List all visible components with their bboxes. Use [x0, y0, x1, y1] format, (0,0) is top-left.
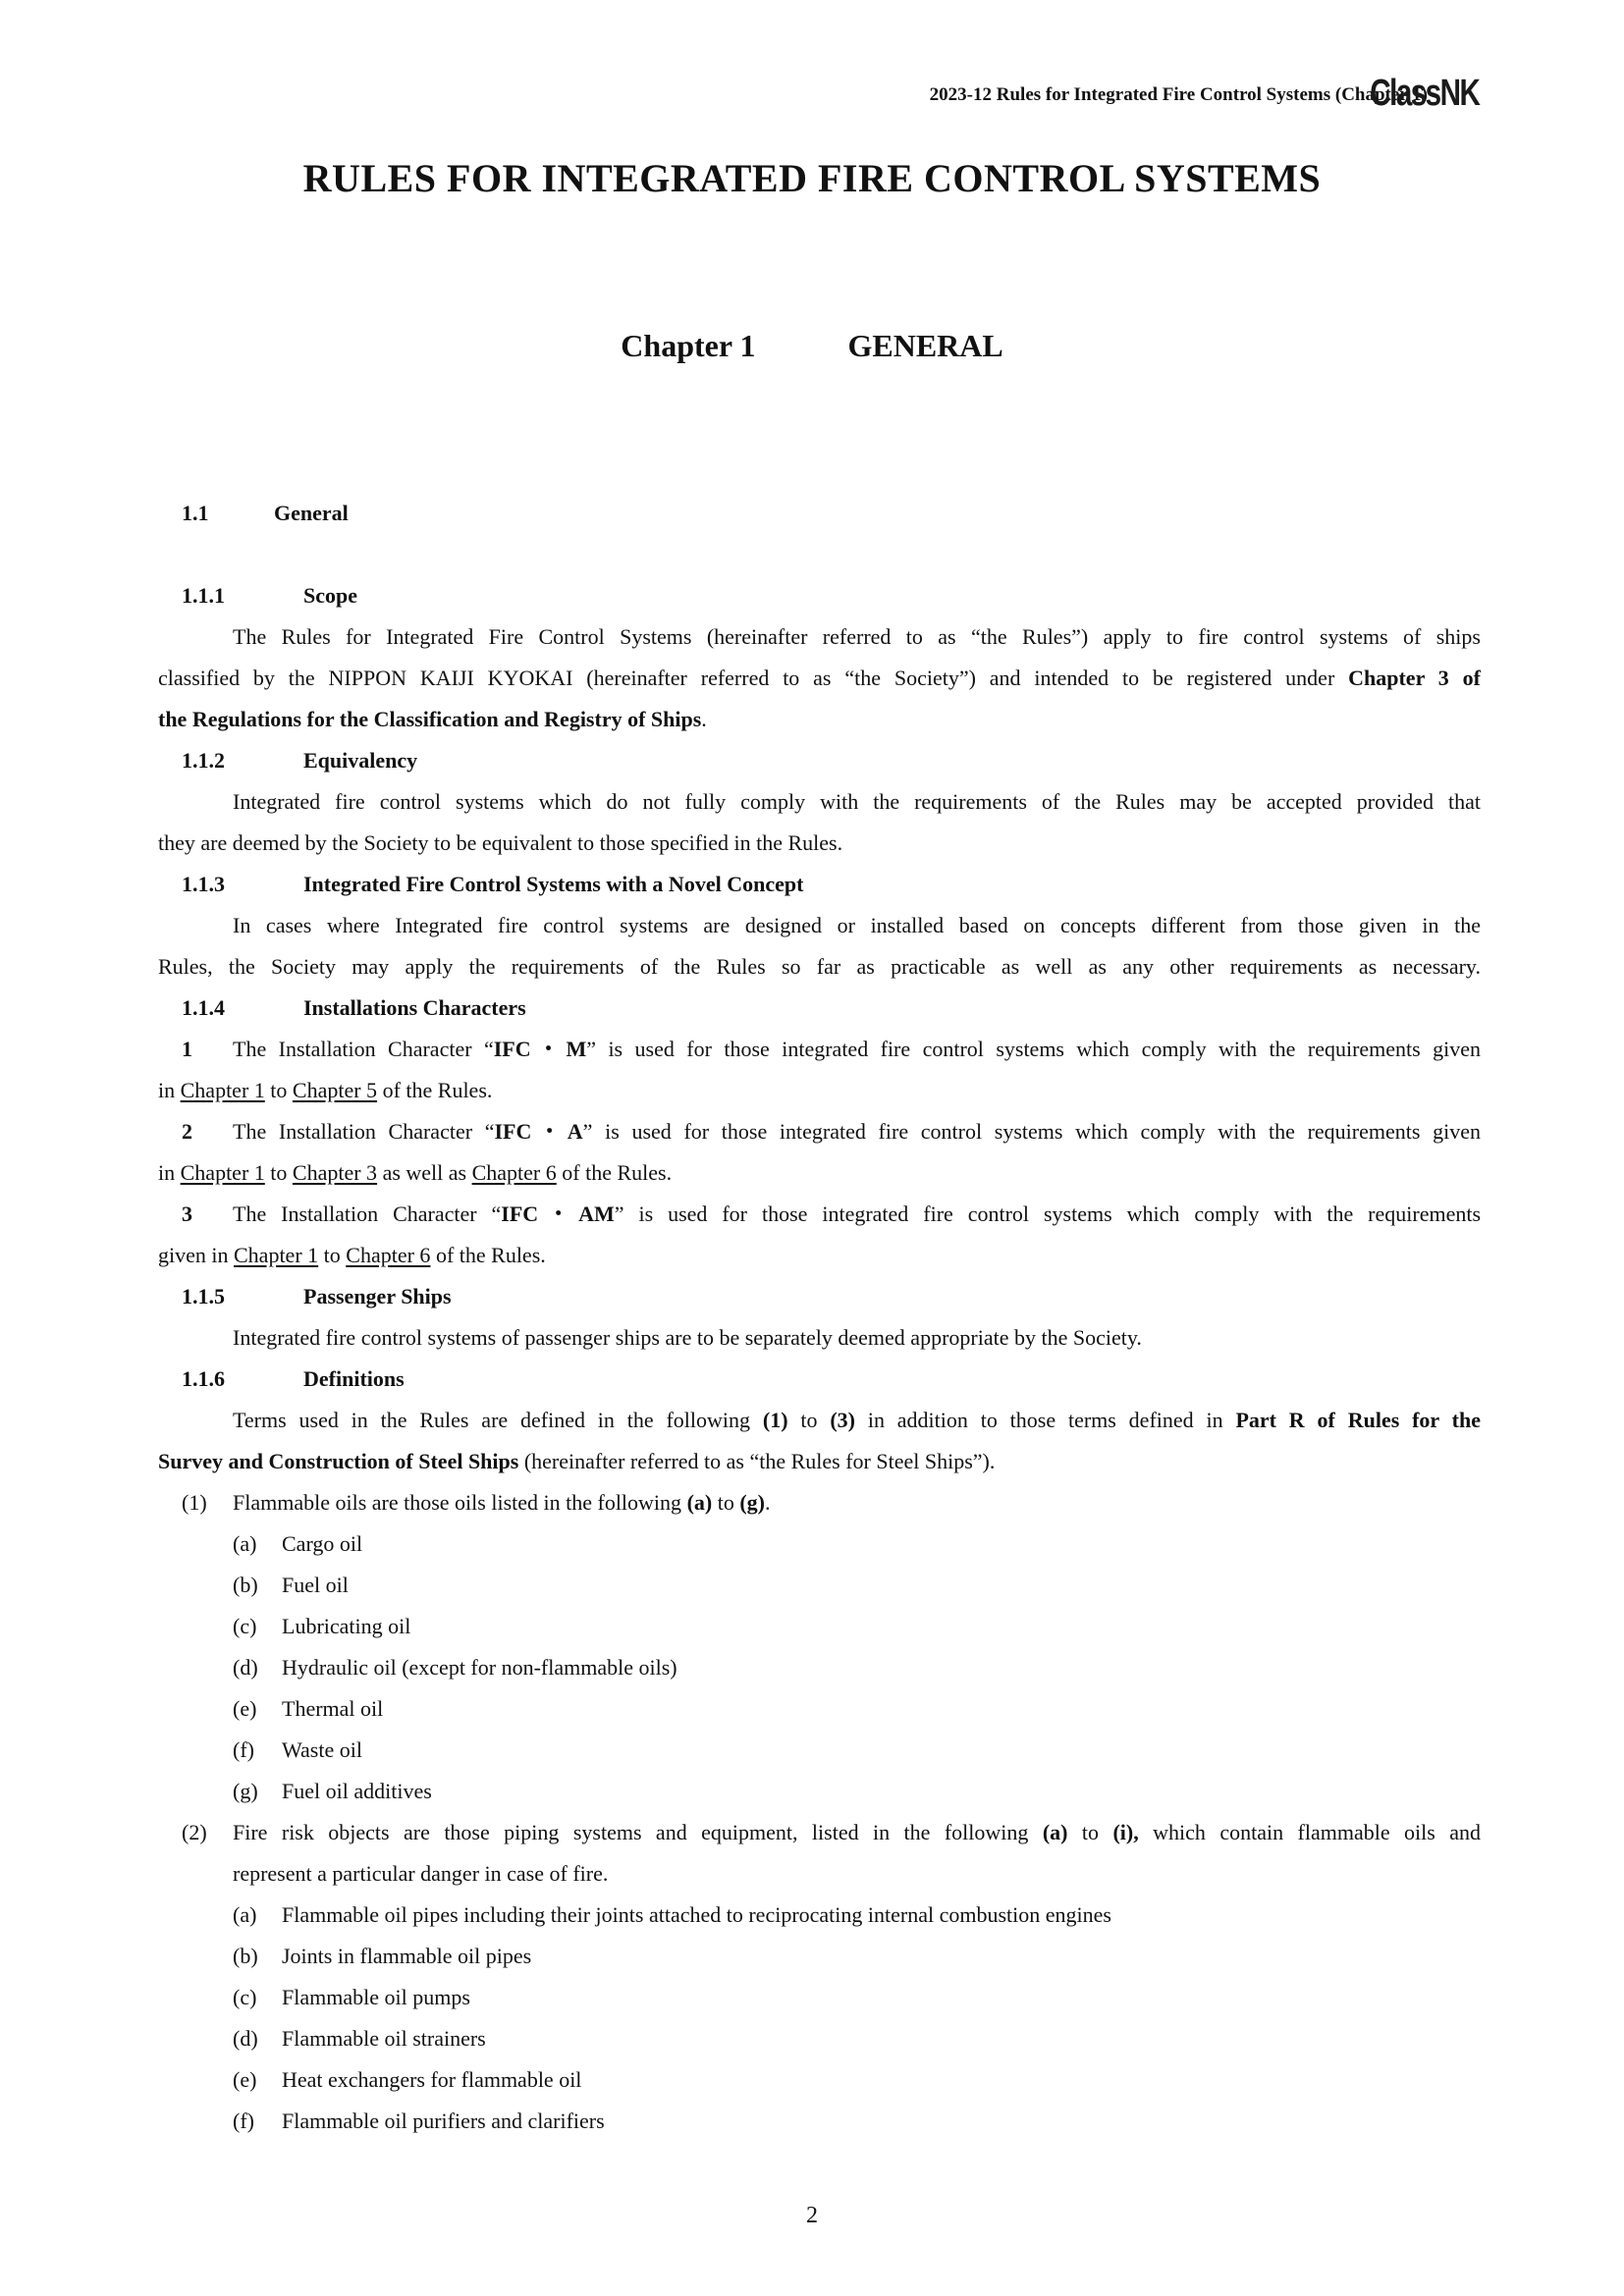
subsection-title: Passenger Ships	[303, 1284, 452, 1308]
text-line	[158, 699, 1481, 740]
bold-reference: Part R of Rules for the	[1235, 1408, 1481, 1432]
text-run: Flammable oils are those oils listed in the following	[233, 1490, 687, 1515]
bold-reference: the Regulations for the Classification and Registry of Ships	[158, 707, 702, 731]
list-item-text: Flammable oil pumps	[282, 1985, 470, 2009]
subsection-number: 1.1.6	[182, 1366, 225, 1391]
numbered-item	[158, 1111, 1481, 1194]
subsection-number: 1.1.1	[182, 583, 225, 608]
subsection-title: Scope	[303, 583, 357, 608]
text-line: In cases where Integrated fire control systems are designed or installed based on concepts different from those given in the	[233, 913, 1481, 937]
paragraph-novel-concept	[158, 905, 1481, 988]
paragraph-equivalency	[158, 781, 1481, 864]
definition-text	[233, 1812, 1481, 1895]
list-item-text: Flammable oil purifiers and clarifiers	[282, 2109, 605, 2133]
list-item-text: Hydraulic oil (except for non-flammable oils)	[282, 1655, 677, 1680]
text-line	[158, 1152, 1481, 1194]
definition-text	[233, 1482, 1481, 1523]
text-run: to	[787, 1408, 831, 1432]
list-marker: (d)	[233, 1655, 258, 1680]
list-marker: (d)	[233, 2026, 258, 2051]
list-marker: (e)	[233, 2067, 257, 2092]
text-run: .	[701, 707, 707, 731]
text-run: to	[318, 1243, 347, 1267]
text-run: as well as	[377, 1160, 472, 1185]
text-run: in	[158, 1160, 181, 1185]
text-run: given in	[158, 1243, 234, 1267]
list-marker: (a)	[233, 1531, 257, 1556]
list-item-text: Cargo oil	[282, 1531, 363, 1556]
text-line	[158, 1194, 1481, 1235]
list-marker: (g)	[233, 1779, 258, 1803]
list-item-text: Flammable oil pipes including their joints attached to reciprocating internal combustion engines	[282, 1902, 1111, 1927]
chapter-label: Chapter 1	[621, 328, 756, 363]
section-title: General	[274, 501, 349, 525]
list-marker: (e)	[233, 1696, 257, 1721]
list-marker: (2)	[182, 1820, 207, 1844]
text-line: Rules, the Society may apply the requirements of the Rules so far as practicable as well as any other requirements as necessary.	[158, 954, 1481, 979]
list-item-text: Heat exchangers for flammable oil	[282, 2067, 582, 2092]
text-line: they are deemed by the Society to be equivalent to those specified in the Rules.	[158, 830, 843, 855]
chapter-link[interactable]: Chapter 6	[471, 1160, 557, 1185]
subsection-number: 1.1.4	[182, 995, 225, 1020]
section-number: 1.1	[182, 501, 209, 525]
text-run: ” is used for those integrated fire control systems which comply with the requirements given	[586, 1037, 1482, 1061]
list-marker: (f)	[233, 2109, 254, 2133]
chapter-link[interactable]: Chapter 1	[180, 1078, 265, 1102]
subsection-number: 1.1.5	[182, 1284, 225, 1308]
installation-character: IFC・A	[494, 1119, 583, 1144]
chapter-link[interactable]: Chapter 1	[234, 1243, 319, 1267]
text-run: Terms used in the Rules are defined in the following	[233, 1408, 763, 1432]
chapter-link[interactable]: Chapter 6	[346, 1243, 431, 1267]
text-line: The Rules for Integrated Fire Control Systems (hereinafter referred to as “the Rules”) apply to fire control systems of ships	[233, 624, 1481, 649]
list-marker: (b)	[233, 1573, 258, 1597]
numbered-item	[158, 1029, 1481, 1111]
list-item-text: Lubricating oil	[282, 1614, 411, 1638]
text-line	[233, 1812, 1481, 1853]
bold-reference: Chapter 3 of	[1348, 666, 1481, 690]
text-run: The Installation Character “	[233, 1201, 502, 1226]
bold-reference: (3)	[830, 1408, 855, 1432]
text-run: The Installation Character “	[233, 1037, 494, 1061]
text-run: .	[765, 1490, 771, 1515]
numbered-item	[158, 1194, 1481, 1276]
list-item-text: Joints in flammable oil pipes	[282, 1944, 532, 1968]
subsection-number: 1.1.2	[182, 748, 225, 773]
text-run: to	[712, 1490, 740, 1515]
text-run: ” is used for those integrated fire control systems which comply with the requirements	[614, 1201, 1482, 1226]
text-run: to	[264, 1160, 293, 1185]
item-text	[158, 1194, 1481, 1276]
subsection-title: Equivalency	[303, 748, 418, 773]
list-marker: (c)	[233, 1614, 257, 1638]
text-line	[158, 1029, 1481, 1070]
list-item-text: Thermal oil	[282, 1696, 384, 1721]
list-marker: (b)	[233, 1944, 258, 1968]
text-run: in addition to those terms defined in	[854, 1408, 1236, 1432]
text-run: to	[1067, 1820, 1113, 1844]
text-line: Integrated fire control systems which do not fully comply with the requirements of the Rules may be accepted provided that	[233, 789, 1481, 814]
installation-character: IFC・AM	[501, 1201, 615, 1226]
classnk-logo: ClassNK	[1370, 73, 1479, 114]
text-run: in	[158, 1078, 181, 1102]
text-line	[158, 658, 1481, 699]
text-line	[158, 1235, 1481, 1276]
text-line	[158, 1400, 1481, 1441]
list-marker: (1)	[182, 1490, 207, 1515]
text-line	[158, 1111, 1481, 1152]
list-item-text: Fuel oil	[282, 1573, 349, 1597]
installation-character: IFC・M	[493, 1037, 587, 1061]
bold-reference: (i),	[1112, 1820, 1139, 1844]
chapter-link[interactable]: Chapter 1	[180, 1160, 265, 1185]
list-item-text: Flammable oil strainers	[282, 2026, 486, 2051]
item-text	[158, 1111, 1481, 1194]
text-run: ” is used for those integrated fire control systems which comply with the requirements given	[582, 1119, 1481, 1144]
list-item-text: Fuel oil additives	[282, 1779, 432, 1803]
chapter-link[interactable]: Chapter 3	[292, 1160, 378, 1185]
chapter-link[interactable]: Chapter 5	[292, 1078, 378, 1102]
subsection-title: Integrated Fire Control Systems with a Novel Concept	[303, 872, 804, 896]
text-run: Fire risk objects are those piping systems and equipment, listed in the following	[233, 1820, 1043, 1844]
text-run: to	[264, 1078, 293, 1102]
text-run: classified by the NIPPON KAIJI KYOKAI (hereinafter referred to as “the Society”) and intended to be registered under	[158, 666, 1349, 690]
text-run: which contain flammable oils and	[1138, 1820, 1481, 1844]
chapter-heading	[0, 328, 1624, 364]
list-marker: (f)	[233, 1737, 254, 1762]
text-run: The Installation Character “	[233, 1119, 495, 1144]
running-header: 2023-12 Rules for Integrated Fire Control Systems (Chapter 1)	[929, 84, 1428, 105]
paragraph-definitions	[158, 1400, 1481, 1482]
text-line: Integrated fire control systems of passenger ships are to be separately deemed appropriate by the Society.	[233, 1325, 1142, 1350]
bold-reference: (g)	[739, 1490, 765, 1515]
item-number: 3	[182, 1201, 192, 1226]
text-line: represent a particular danger in case of fire.	[233, 1861, 609, 1886]
item-number: 1	[182, 1037, 192, 1061]
text-line	[158, 1441, 1481, 1482]
text-run: of the Rules.	[556, 1160, 673, 1185]
subsection-number: 1.1.3	[182, 872, 225, 896]
text-line	[158, 1070, 1481, 1111]
document-title: RULES FOR INTEGRATED FIRE CONTROL SYSTEMS	[302, 156, 1322, 200]
paragraph-passenger-ships	[158, 1317, 1481, 1359]
bold-reference: Survey and Construction of Steel Ships	[158, 1449, 519, 1473]
text-run: (hereinafter referred to as “the Rules for Steel Ships”).	[518, 1449, 996, 1473]
page-number: 2	[806, 2203, 818, 2228]
paragraph-scope	[158, 616, 1481, 740]
subsection-title: Installations Characters	[303, 995, 526, 1020]
item-text	[158, 1029, 1481, 1111]
subsection-title: Definitions	[303, 1366, 405, 1391]
item-number: 2	[182, 1119, 192, 1144]
text-run: of the Rules.	[377, 1078, 493, 1102]
bold-reference: (a)	[686, 1490, 713, 1515]
list-marker: (a)	[233, 1902, 257, 1927]
bold-reference: (1)	[762, 1408, 788, 1432]
list-marker: (c)	[233, 1985, 257, 2009]
bold-reference: (a)	[1042, 1820, 1068, 1844]
chapter-title: GENERAL	[847, 328, 1003, 363]
list-item-text: Waste oil	[282, 1737, 362, 1762]
text-run: of the Rules.	[430, 1243, 546, 1267]
